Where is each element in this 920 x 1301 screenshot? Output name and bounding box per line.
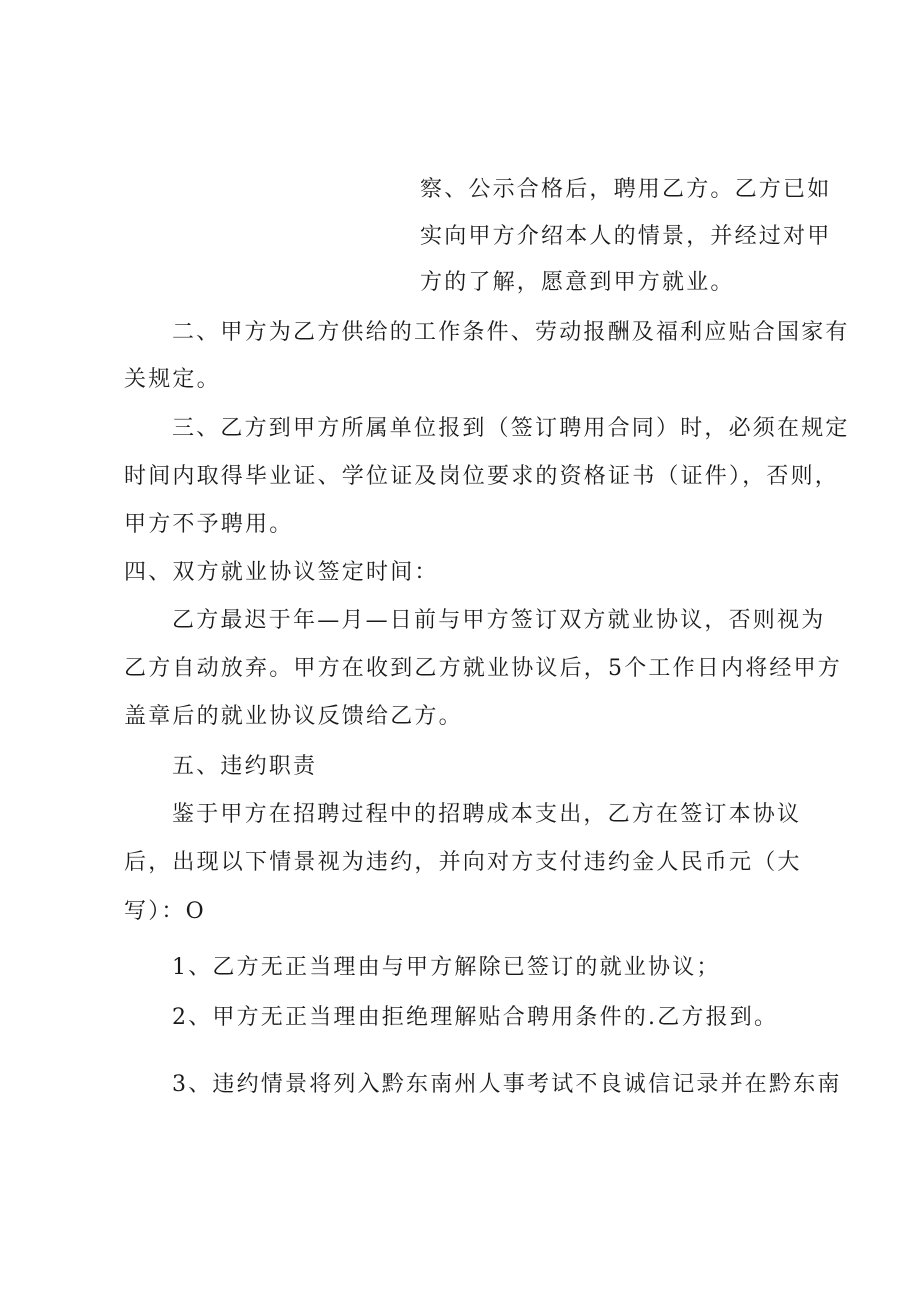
clause-4-line-2: 乙方自动放弃。甲方在收到乙方就业协议后，5个工作日内将经甲方	[124, 656, 842, 681]
clause-5-line-1: 鉴于甲方在招聘过程中的招聘成本支出，乙方在签订本协议	[172, 802, 802, 827]
clause-5-line-2: 后，出现以下情景视为违约，并向对方支付违约金人民币元（大	[124, 850, 802, 875]
clause-4-line-3: 盖章后的就业协议反馈给乙方。	[124, 704, 463, 729]
clause-4-heading: 四、双方就业协议签定时间：	[124, 560, 439, 585]
clause-2-line-1: 二、甲方为乙方供给的工作条件、劳动报酬及福利应贴合国家有	[172, 320, 850, 345]
paragraph-1-line-1: 察、公示合格后，聘用乙方。乙方已如	[420, 177, 832, 202]
paragraph-1-line-3: 方的了解，愿意到甲方就业。	[420, 270, 735, 295]
violation-item-3: 3、违约情景将列入黔东南州人事考试不良诚信记录并在黔东南	[172, 1072, 842, 1097]
paragraph-1-line-2: 实向甲方介绍本人的情景，并经过对甲	[420, 224, 832, 249]
violation-item-2: 2、甲方无正当理由拒绝理解贴合聘用条件的.乙方报到。	[172, 1005, 779, 1030]
violation-item-1: 1、乙方无正当理由与甲方解除已签订的就业协议；	[172, 955, 721, 980]
clause-5-line-3: 写）：O	[124, 899, 206, 924]
clause-2-line-2: 关规定。	[124, 367, 221, 392]
clause-3-line-1: 三、乙方到甲方所属单位报到（签订聘用合同）时，必须在规定	[172, 416, 850, 441]
clause-4-line-1: 乙方最迟于年—月—日前与甲方签订双方就业协议，否则视为	[172, 608, 826, 633]
clause-3-line-3: 甲方不予聘用。	[124, 512, 294, 537]
clause-3-line-2: 时间内取得毕业证、学位证及岗位要求的资格证书（证件），否则，	[124, 464, 840, 489]
clause-5-heading: 五、违约职责	[172, 754, 318, 779]
